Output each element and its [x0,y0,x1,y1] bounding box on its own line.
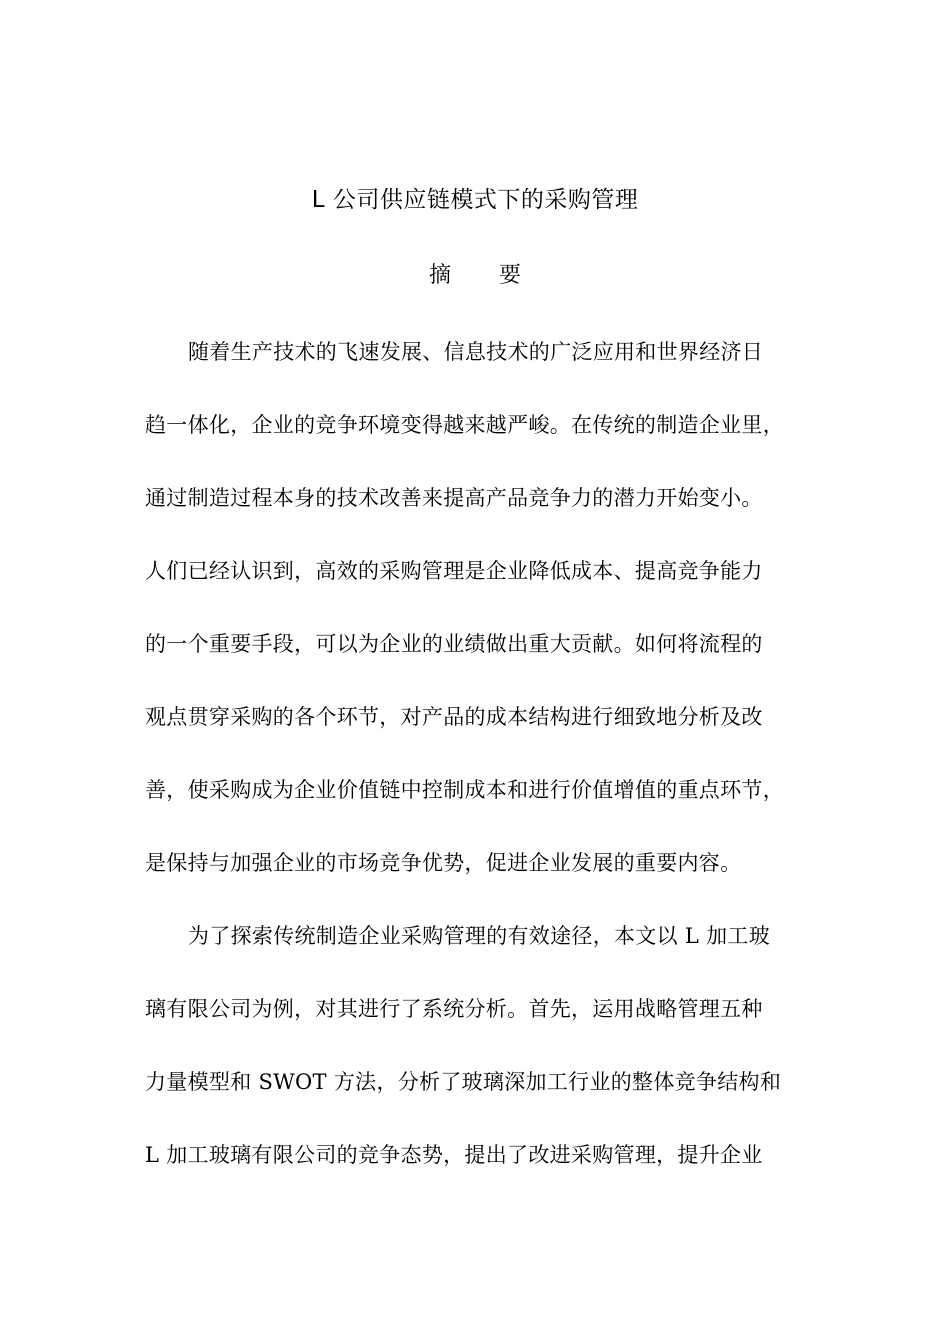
paragraph-line: 趋一体化，企业的竞争环境变得越来越严峻。在传统的制造企业里， [145,413,784,437]
paragraph-line: 的一个重要手段，可以为企业的业绩做出重大贡献。如何将流程的 [145,632,763,656]
abstract-heading-char-2: 要 [499,263,522,288]
paragraph-line: 为了探索传统制造企业采购管理的有效途径，本文以 L 加工玻 [188,924,770,948]
paragraph-line: 人们已经认识到，高效的采购管理是企业降低成本、提高竞争能力 [145,559,763,583]
paragraph-line: 善，使采购成为企业价值链中控制成本和进行价值增值的重点环节， [145,778,784,802]
paragraph-line: 通过制造过程本身的技术改善来提高产品竞争力的潜力开始变小。 [145,486,763,510]
document-title: L 公司供应链模式下的采购管理 [311,187,639,213]
paragraph-line: 随着生产技术的飞速发展、信息技术的广泛应用和世界经济日 [188,340,764,364]
paragraph-line: 璃有限公司为例，对其进行了系统分析。首先，运用战略管理五种 [145,997,763,1021]
paragraph-line: 力量模型和 SWOT 方法，分析了玻璃深加工行业的整体竞争结构和 [145,1070,782,1094]
paragraph-line: 是保持与加强企业的市场竞争优势，促进企业发展的重要内容。 [145,851,742,875]
abstract-heading [0,260,950,292]
paragraph-line: 观点贯穿采购的各个环节，对产品的成本结构进行细致地分析及改 [145,705,763,729]
paragraph-line: L 加工玻璃有限公司的竞争态势，提出了改进采购管理，提升企业 [145,1143,763,1167]
abstract-heading-char-1: 摘 [428,263,451,288]
